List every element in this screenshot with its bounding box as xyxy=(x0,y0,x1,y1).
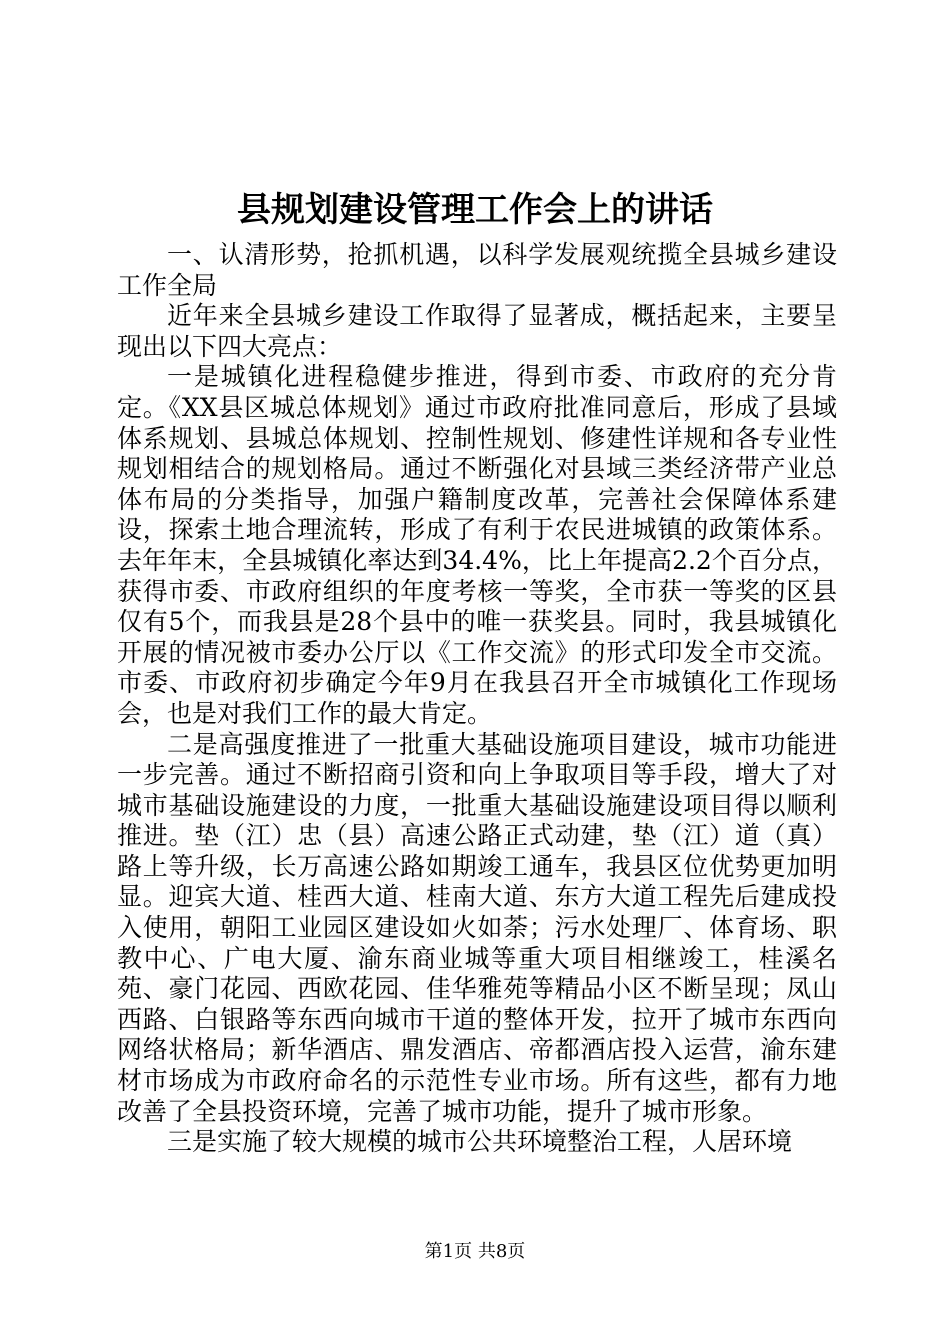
paragraph: 三是实施了较大规模的城市公共环境整治工程，人居环境 xyxy=(167,1127,793,1157)
paragraph: 近年来全县城乡建设工作取得了显著成，概括起来，主要呈现出以下四大亮点： xyxy=(117,301,837,361)
document-body xyxy=(117,240,837,1158)
paragraph: 二是高强度推进了一批重大基础设施项目建设，城市功能进一步完善。通过不断招商引资和向上争取项目等手段，增大了对城市基础设施建设的力度，一批重大基础设施建设项目得以顺利推进。垫（江）忠（县）高速公路正式动建，垫（江）道（真）路上等升级，长万高速公路如期竣工通车，我县区位优势更加明显。迎宾大道、桂西大道、桂南大道、东方大道工程先后建成投入使用，朝阳工业园区建设如火如荼；污水处理厂、体育场、职教中心、广电大厦、渝东商业城等重大项目相继竣工，桂溪名苑、豪门花园、西欧花园、佳华雅苑等精品小区不断呈现；凤山西路、白银路等东西向城市干道的整体开发，拉开了城市东西向网络状格局；新华酒店、鼎发酒店、帝都酒店投入运营，渝东建材市场成为市政府命名的示范性专业市场。所有这些，都有力地改善了全县投资环境，完善了城市功能，提升了城市形象。 xyxy=(117,729,837,1126)
page-number-footer: 第1页 共8页 xyxy=(424,1241,526,1262)
paragraph: 一、认清形势，抢抓机遇，以科学发展观统揽全县城乡建设工作全局 xyxy=(117,240,837,300)
paragraph: 一是城镇化进程稳健步推进，得到市委、市政府的充分肯定。《XX县区城总体规划》通过市政府批准同意后，形成了县域体系规划、县城总体规划、控制性规划、修建性详规和各专业性规划相结合的规划格局。通过不断强化对县域三类经济带产业总体布局的分类指导，加强户籍制度改革，完善社会保障体系建设，探索土地合理流转，形成了有利于农民进城镇的政策体系。去年年末，全县城镇化率达到34.4%，比上年提高2.2个百分点，获得市委、市政府组织的年度考核一等奖，全市获一等奖的区县仅有5个，而我县是28个县中的唯一获奖县。同时，我县城镇化开展的情况被市委办公厅以《工作交流》的形式印发全市交流。市委、市政府初步确定今年9月在我县召开全市城镇化工作现场会，也是对我们工作的最大肯定。 xyxy=(117,362,837,728)
document-title: 县规划建设管理工作会上的讲话 xyxy=(237,190,713,230)
